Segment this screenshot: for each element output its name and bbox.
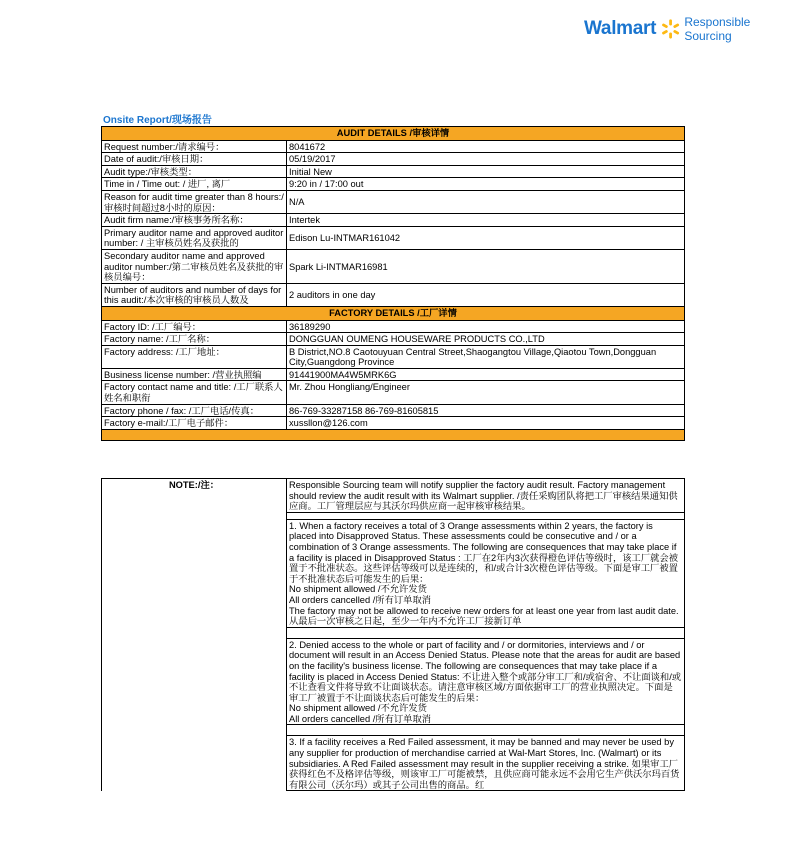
- row-label: Date of audit:/审核日期：: [102, 153, 287, 166]
- spark-icon: [661, 17, 680, 41]
- row-value: Intertek: [287, 214, 685, 227]
- note-intro: Responsible Sourcing team will notify supplier the factory audit result. Factory management should review the audit result with its Walmart supplier. /责任采购团队将把工厂审核结果通知供应商。工厂管理层应与其沃尔玛供应商一起审核审核结果。: [287, 479, 685, 513]
- row-label: Primary auditor name and approved auditor number: / 主审核员姓名及获批的: [102, 226, 287, 249]
- row-label: Reason for audit time greater than 8 hours:/审核时间超过8小时的原因：: [102, 190, 287, 213]
- details-table: [101, 126, 685, 441]
- row-label: Number of auditors and number of days for this audit:/本次审核的审核员人数及: [102, 283, 287, 306]
- row-value: 91441900MA4W5MRK6G: [287, 368, 685, 381]
- note-gap: [287, 725, 685, 736]
- note-label: NOTE:/注：: [102, 479, 287, 791]
- row-value: DONGGUAN OUMENG HOUSEWARE PRODUCTS CO.,LTD: [287, 333, 685, 346]
- note-paragraph-2: [287, 638, 685, 725]
- logo-subtitle: Responsible Sourcing: [684, 15, 751, 43]
- row-value: xussllon@126.com: [287, 417, 685, 430]
- table-row: [102, 153, 685, 166]
- consequence-item: No shipment allowed /不允许发货: [289, 703, 427, 714]
- table-row: [102, 226, 685, 249]
- orange-spacer: [102, 429, 685, 440]
- logo-brand: Walmart: [584, 18, 657, 39]
- row-label: Business license number: /营业执照编: [102, 368, 287, 381]
- paragraph-text: 3. If a facility receives a Red Failed assessment, it may be banned and may never be used by any supplier for production of merchandise carried at Wal-Mart Stores, Inc. (Walmart) or its subsidiaries. A Red Failed assessment may result in the supplier receiving a strike. 如果审工厂获得红色不及格评估等级，则该审工厂可能被禁，且供应商可能永远不会用它生产供沃尔玛百货有限公司（沃尔玛）或其子公司出售的商品。红: [289, 737, 680, 790]
- walmart-logo: [584, 14, 786, 44]
- row-label: Secondary auditor name and approved auditor number:/第二审核员姓名及获批的审核员编号：: [102, 249, 287, 283]
- row-value: 05/19/2017: [287, 153, 685, 166]
- row-label: Time in / Time out: / 进厂, 离厂: [102, 178, 287, 191]
- table-row: [102, 283, 685, 306]
- table-row: [102, 178, 685, 191]
- note-gap: [287, 627, 685, 638]
- audit-details-header: AUDIT DETAILS /审核详情: [102, 127, 685, 141]
- table-row: [102, 320, 685, 333]
- table-row: [102, 404, 685, 417]
- row-value: N/A: [287, 190, 685, 213]
- table-row: [102, 333, 685, 346]
- row-value: 2 auditors in one day: [287, 283, 685, 306]
- table-row: [102, 368, 685, 381]
- row-value: Mr. Zhou Hongliang/Engineer: [287, 381, 685, 404]
- note-paragraph-1: [287, 519, 685, 627]
- table-row: [102, 214, 685, 227]
- paragraph-text: 2. Denied access to the whole or part of facility and / or dormitories, interviews and / or document will result in an Access Denied Status. Please note that the areas for audit are based on the facility's business license. The following are consequences that may take place if a facility is placed in Access Denied Status: 不让进入整个或部分审工厂和/或宿舍、不让面谈和/或不让查看文件将导致不让面谈状态。请注意审核区域/方面依据审工厂的营业执照决定。下面是审工厂被置于不让面谈状态后可能发生的后果：: [289, 639, 682, 703]
- row-value: Initial New: [287, 165, 685, 178]
- consequence-item: The factory may not be allowed to receive new orders for at least one year from last audit date. 从最后一次审核之日起，至少一年内不允许工厂接新订单: [289, 605, 679, 627]
- table-row: [102, 417, 685, 430]
- table-row: [102, 345, 685, 368]
- note-gap: [287, 512, 685, 519]
- row-value: 86-769-33287158 86-769-81605815: [287, 404, 685, 417]
- row-label: Factory name: /工厂名称：: [102, 333, 287, 346]
- row-label: Audit firm name:/审核事务所名称：: [102, 214, 287, 227]
- consequence-item: No shipment allowed /不允许发货: [289, 584, 427, 595]
- consequence-item: All orders cancelled /所有订单取消: [289, 594, 432, 605]
- row-label: Factory phone / fax: /工厂电话/传真：: [102, 404, 287, 417]
- row-label: Factory ID: /工厂编号：: [102, 320, 287, 333]
- table-row: [102, 165, 685, 178]
- row-value: Edison Lu-INTMAR161042: [287, 226, 685, 249]
- row-value: Spark Li-INTMAR16981: [287, 249, 685, 283]
- row-label: Factory address: /工厂地址：: [102, 345, 287, 368]
- row-value: 8041672: [287, 140, 685, 153]
- table-row: [102, 190, 685, 213]
- report-title: Onsite Report/现场报告: [103, 115, 212, 126]
- row-value: 36189290: [287, 320, 685, 333]
- table-row: [102, 249, 685, 283]
- row-label: Audit type:/审核类型：: [102, 165, 287, 178]
- row-value: B District,NO.8 Caotouyuan Central Street,Shaogangtou Village,Qiaotou Town,Dongguan City,Guangdong Province: [287, 345, 685, 368]
- note-paragraph-3: [287, 736, 685, 791]
- paragraph-text: 1. When a factory receives a total of 3 Orange assessments within 2 years, the factory is placed into Disapproved Status. These assessments could be consecutive and / or a combination of 3 Orange assessments. The following are consequences that may take place if a facility is placed in Disapproved Status : 工厂在2年内3次获得橙色评估等级时，该工厂就会被置于不批准状态。这些评估等级可以是连续的，和/或合计3次橙色评估等级。下面是审工厂被置于不批准状态后可能发生的后果：: [289, 520, 679, 584]
- notes-table: [101, 478, 685, 791]
- factory-details-header: FACTORY DETAILS /工厂详情: [102, 306, 685, 320]
- row-label: Request number:/请求编号：: [102, 140, 287, 153]
- row-value: 9:20 in / 17:00 out: [287, 178, 685, 191]
- table-row: [102, 140, 685, 153]
- table-row: [102, 381, 685, 404]
- row-label: Factory contact name and title: /工厂联系人姓名和职衔: [102, 381, 287, 404]
- row-label: Factory e-mail:/工厂电子邮件：: [102, 417, 287, 430]
- consequence-item: All orders cancelled /所有订单取消: [289, 713, 432, 724]
